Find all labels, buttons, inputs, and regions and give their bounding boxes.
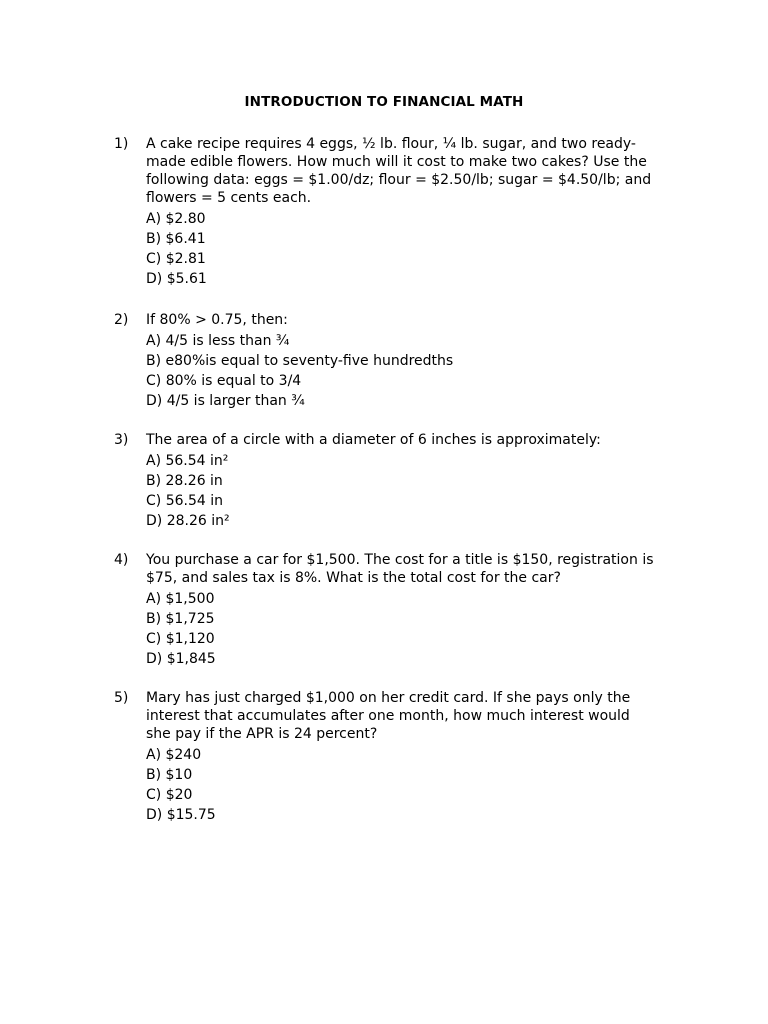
answer-choice-b: B) $1,725: [146, 611, 215, 627]
document-title: INTRODUCTION TO FINANCIAL MATH: [244, 94, 524, 110]
answer-choice-a: A) $1,500: [146, 591, 215, 607]
question-4: [114, 551, 654, 669]
answer-choice-d: D) $5.61: [146, 271, 207, 287]
question-2: [114, 311, 654, 411]
question-1: [114, 135, 654, 289]
question-text: A cake recipe requires 4 eggs, ½ lb. flour, ¼ lb. sugar, and two ready-made edible flowers. How much will it cost to make two cakes? Use the following data: eggs = $1.00/dz; flour = $2.50/lb; sugar = $4.50/lb; and flowers = 5 cents each.: [146, 136, 652, 206]
answer-choice-a: A) $240: [146, 747, 202, 763]
answer-choice-a: A) $2.80: [146, 211, 206, 227]
question-number: 2): [114, 312, 129, 328]
answer-choice-c: C) 56.54 in: [146, 493, 223, 509]
question-3: [114, 431, 654, 531]
answer-choice-b: B) e80%is equal to seventy-five hundredths: [146, 353, 454, 369]
answer-choice-b: B) $6.41: [146, 231, 206, 247]
question-number: 4): [114, 552, 129, 568]
answer-choice-c: C) $2.81: [146, 251, 206, 267]
answer-choice-b: B) $10: [146, 767, 193, 783]
answer-choice-b: B) 28.26 in: [146, 473, 223, 489]
question-number: 3): [114, 432, 129, 448]
answer-choice-d: D) 28.26 in²: [146, 513, 230, 529]
answer-choice-a: A) 56.54 in²: [146, 453, 229, 469]
question-text: You purchase a car for $1,500. The cost for a title is $150, registration is $75, and sales tax is 8%. What is the total cost for the car?: [146, 552, 654, 586]
answer-choice-c: C) 80% is equal to 3/4: [146, 373, 302, 389]
question-number: 1): [114, 136, 129, 152]
question-number: 5): [114, 690, 129, 706]
answer-choice-c: C) $20: [146, 787, 193, 803]
answer-choice-a: A) 4/5 is less than ¾: [146, 333, 290, 349]
question-text: The area of a circle with a diameter of 6 inches is approximately:: [146, 432, 601, 448]
answer-choice-c: C) $1,120: [146, 631, 215, 647]
answer-choice-d: D) 4/5 is larger than ¾: [146, 393, 305, 409]
question-text: Mary has just charged $1,000 on her credit card. If she pays only the interest that accumulates after one month, how much interest would she pay if the APR is 24 percent?: [146, 690, 631, 742]
answer-choice-d: D) $1,845: [146, 651, 216, 667]
question-text: If 80% > 0.75, then:: [146, 312, 288, 328]
question-5: [114, 689, 654, 825]
answer-choice-d: D) $15.75: [146, 807, 216, 823]
